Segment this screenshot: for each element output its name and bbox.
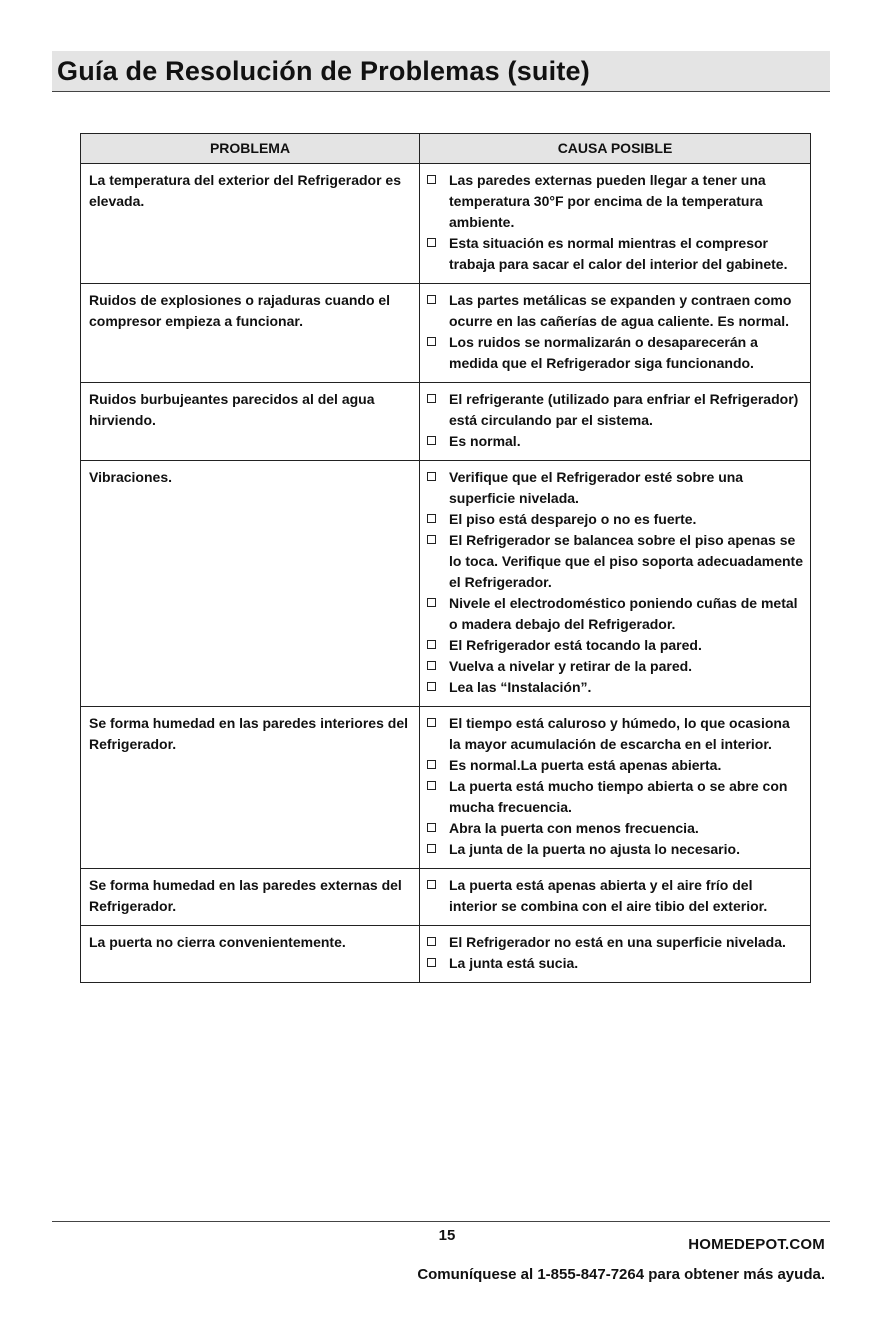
list-item xyxy=(426,755,804,776)
page-title: Guía de Resolución de Problemas (suite) xyxy=(57,56,590,86)
list-item xyxy=(426,818,804,839)
table-row xyxy=(81,869,811,926)
cause-text: El Refrigerador está tocando la pared. xyxy=(449,637,702,653)
checkbox-square-icon xyxy=(427,598,436,607)
column-header-problem: PROBLEMA xyxy=(81,134,420,164)
table-body xyxy=(81,164,811,983)
cause-text: La puerta está apenas abierta y el aire frío del interior se combina con el aire tibio del exterior. xyxy=(449,877,768,914)
table-row xyxy=(81,284,811,383)
checkbox-square-icon xyxy=(427,682,436,691)
checkbox-square-icon xyxy=(427,238,436,247)
cause-text: Nivele el electrodoméstico poniendo cuñas de metal o madera debajo del Refrigerador. xyxy=(449,595,798,632)
checkbox-square-icon xyxy=(427,880,436,889)
cause-text: La puerta está mucho tiempo abierta o se abre con mucha frecuencia. xyxy=(449,778,788,815)
list-item xyxy=(426,875,804,917)
table-header-row xyxy=(81,134,811,164)
list-item xyxy=(426,677,804,698)
list-item xyxy=(426,530,804,593)
list-item xyxy=(426,839,804,860)
footer-divider xyxy=(52,1221,830,1222)
table-row xyxy=(81,461,811,707)
page-number: 15 xyxy=(438,1227,456,1244)
list-item xyxy=(426,776,804,818)
cause-list xyxy=(426,170,804,275)
table-row xyxy=(81,707,811,869)
list-item xyxy=(426,509,804,530)
list-item xyxy=(426,290,804,332)
cause-list xyxy=(426,932,804,974)
checkbox-square-icon xyxy=(427,514,436,523)
list-item xyxy=(426,233,804,275)
list-item xyxy=(426,953,804,974)
list-item xyxy=(426,389,804,431)
cause-text: La junta está sucia. xyxy=(449,955,579,971)
cause-list xyxy=(426,290,804,374)
list-item xyxy=(426,713,804,755)
cause-cell xyxy=(420,926,811,983)
list-item xyxy=(426,656,804,677)
troubleshooting-table xyxy=(80,133,811,983)
cause-list xyxy=(426,467,804,698)
cause-cell xyxy=(420,383,811,461)
problem-cell: Se forma humedad en las paredes interiores del Refrigerador. xyxy=(81,707,420,869)
problem-cell: Vibraciones. xyxy=(81,461,420,707)
cause-text: Lea las “Instalación”. xyxy=(449,679,592,695)
cause-list xyxy=(426,713,804,860)
help-line: Comuníquese al 1-855-847-7264 para obtener más ayuda. xyxy=(417,1266,825,1283)
cause-text: El tiempo está caluroso y húmedo, lo que ocasiona la mayor acumulación de escarcha en el interior. xyxy=(449,715,790,752)
website-link[interactable]: HOMEDEPOT.COM xyxy=(688,1236,825,1253)
cause-text: El piso está desparejo o no es fuerte. xyxy=(449,511,697,527)
cause-text: Es normal. xyxy=(449,433,521,449)
checkbox-square-icon xyxy=(427,640,436,649)
cause-text: Esta situación es normal mientras el compresor trabaja para sacar el calor del interior del gabinete. xyxy=(449,235,788,272)
cause-text: Los ruidos se normalizarán o desaparecerán a medida que el Refrigerador siga funcionando. xyxy=(449,334,758,371)
list-item xyxy=(426,431,804,452)
problem-cell: La temperatura del exterior del Refrigerador es elevada. xyxy=(81,164,420,284)
cause-text: Las paredes externas pueden llegar a tener una temperatura 30°F por encima de la temperatura ambiente. xyxy=(449,172,766,230)
list-item xyxy=(426,332,804,374)
title-bar xyxy=(52,51,830,92)
list-item xyxy=(426,170,804,233)
cause-cell xyxy=(420,284,811,383)
cause-text: Es normal.La puerta está apenas abierta. xyxy=(449,757,722,773)
problem-cell: La puerta no cierra convenientemente. xyxy=(81,926,420,983)
checkbox-square-icon xyxy=(427,472,436,481)
cause-text: El Refrigerador se balancea sobre el piso apenas se lo toca. Verifique que el piso soporta adecuadamente el Refrigerador. xyxy=(449,532,803,590)
checkbox-square-icon xyxy=(427,175,436,184)
cause-text: El refrigerante (utilizado para enfriar el Refrigerador) está circulando par el sistema. xyxy=(449,391,799,428)
cause-text: La junta de la puerta no ajusta lo necesario. xyxy=(449,841,740,857)
list-item xyxy=(426,593,804,635)
cause-cell xyxy=(420,164,811,284)
problem-cell: Ruidos de explosiones o rajaduras cuando el compresor empieza a funcionar. xyxy=(81,284,420,383)
cause-text: El Refrigerador no está en una superficie nivelada. xyxy=(449,934,786,950)
list-item xyxy=(426,635,804,656)
checkbox-square-icon xyxy=(427,295,436,304)
checkbox-square-icon xyxy=(427,781,436,790)
problem-cell: Se forma humedad en las paredes externas del Refrigerador. xyxy=(81,869,420,926)
checkbox-square-icon xyxy=(427,823,436,832)
checkbox-square-icon xyxy=(427,718,436,727)
checkbox-square-icon xyxy=(427,337,436,346)
cause-cell xyxy=(420,707,811,869)
checkbox-square-icon xyxy=(427,937,436,946)
cause-list xyxy=(426,389,804,452)
cause-text: Abra la puerta con menos frecuencia. xyxy=(449,820,699,836)
checkbox-square-icon xyxy=(427,844,436,853)
cause-cell xyxy=(420,461,811,707)
table-row xyxy=(81,926,811,983)
checkbox-square-icon xyxy=(427,661,436,670)
checkbox-square-icon xyxy=(427,394,436,403)
cause-list xyxy=(426,875,804,917)
list-item xyxy=(426,467,804,509)
checkbox-square-icon xyxy=(427,958,436,967)
table-row xyxy=(81,164,811,284)
cause-text: Las partes metálicas se expanden y contraen como ocurre en las cañerías de agua caliente. Es normal. xyxy=(449,292,792,329)
checkbox-square-icon xyxy=(427,535,436,544)
cause-cell xyxy=(420,869,811,926)
cause-text: Verifique que el Refrigerador esté sobre una superficie nivelada. xyxy=(449,469,744,506)
table-row xyxy=(81,383,811,461)
checkbox-square-icon xyxy=(427,436,436,445)
column-header-cause: CAUSA POSIBLE xyxy=(420,134,811,164)
list-item xyxy=(426,932,804,953)
problem-cell: Ruidos burbujeantes parecidos al del agua hirviendo. xyxy=(81,383,420,461)
checkbox-square-icon xyxy=(427,760,436,769)
cause-text: Vuelva a nivelar y retirar de la pared. xyxy=(449,658,693,674)
